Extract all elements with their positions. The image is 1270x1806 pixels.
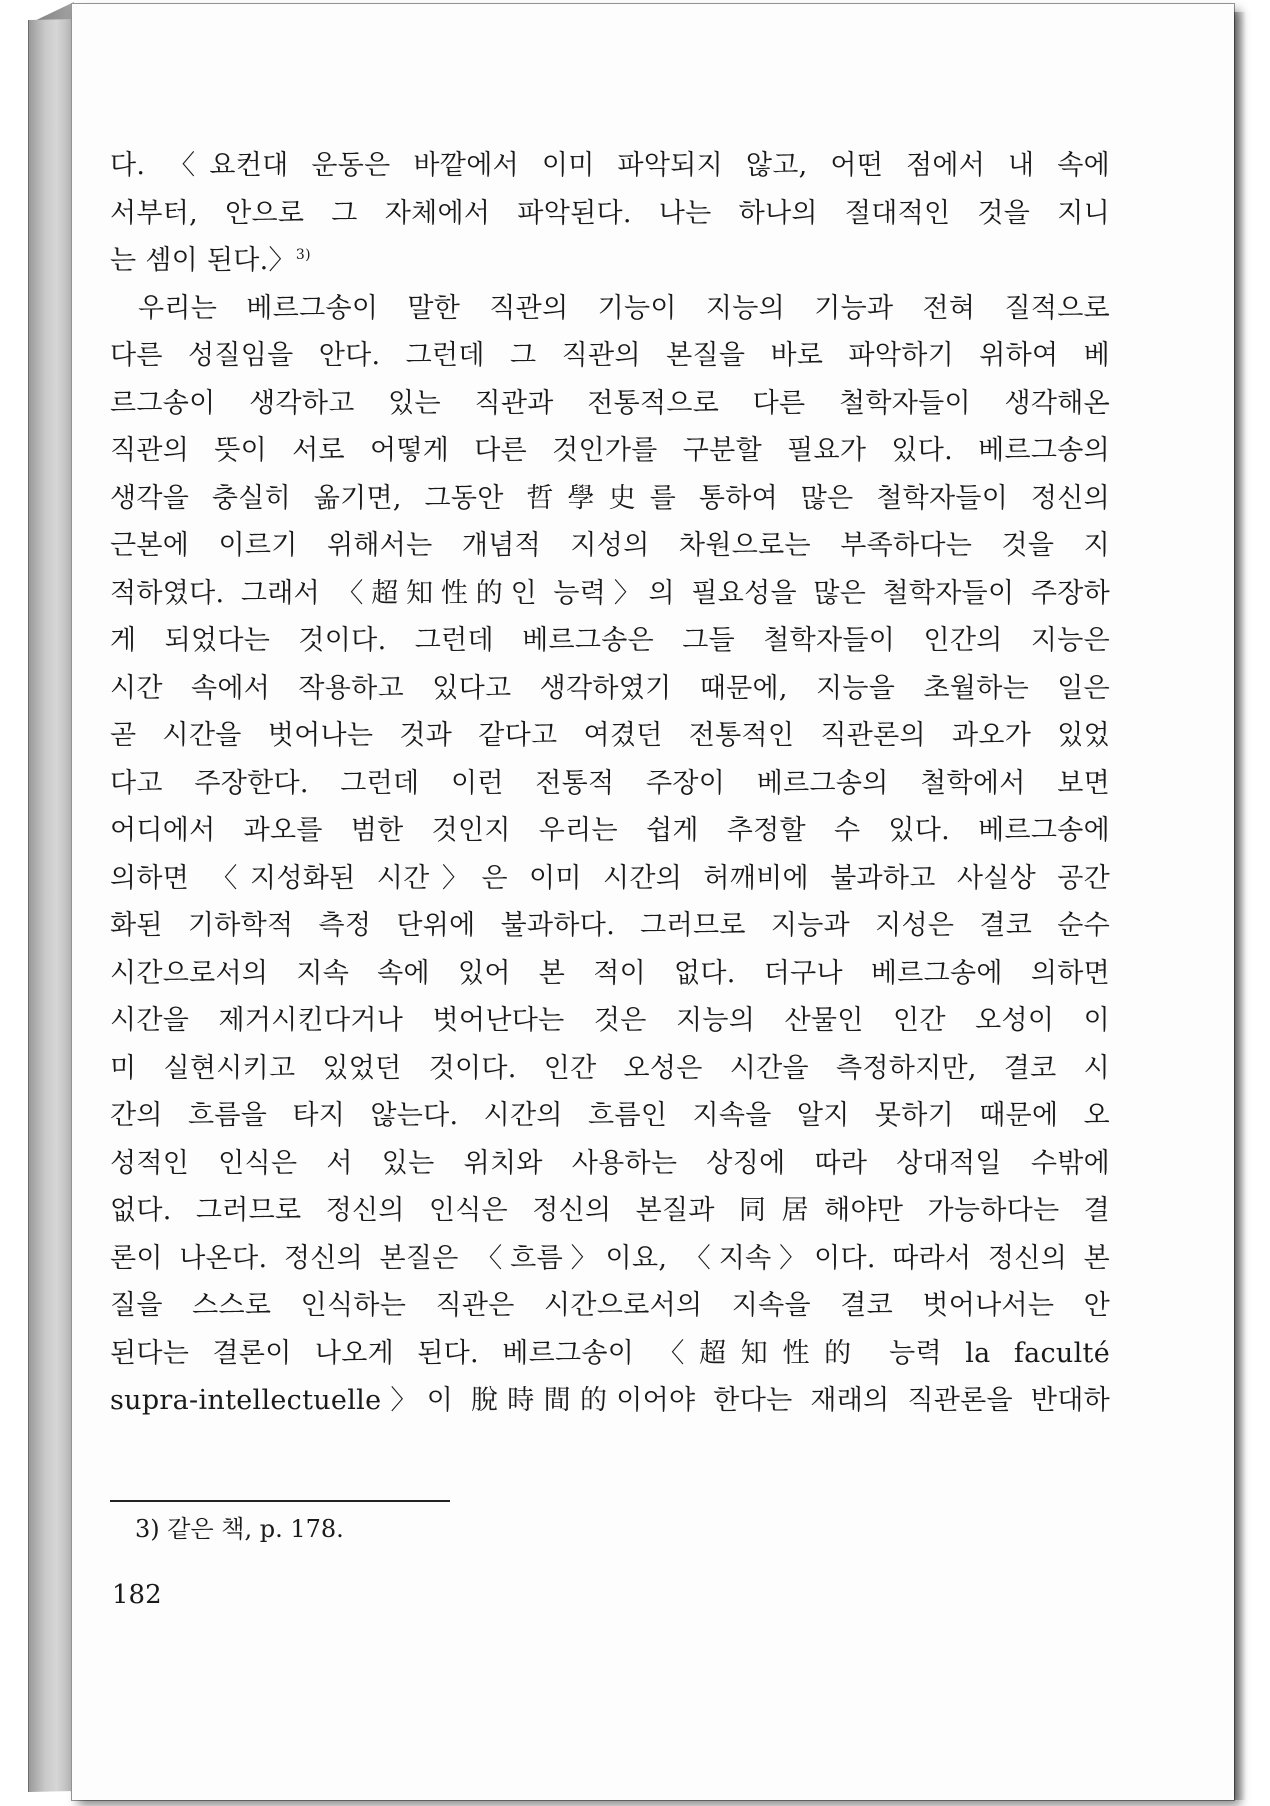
text-line: 서부터, 안으로 그 자체에서 파악된다. 나는 하나의 절대적인 것을 지니 bbox=[110, 197, 1110, 229]
text-line: 직관의 뜻이 서로 어떻게 다른 것인가를 구분할 필요가 있다. 베르그송의 bbox=[110, 435, 1110, 466]
paragraph-first-line: 우리는 베르그송이 말한 직관의 기능이 지능의 기능과 전혀 질적으로 bbox=[138, 292, 1110, 324]
body-text bbox=[110, 142, 1110, 1425]
text-line: 간의 흐름을 타지 않는다. 시간의 흐름인 지속을 알지 못하기 때문에 오 bbox=[110, 1100, 1110, 1131]
text-line: 성적인 인식은 서 있는 위치와 사용하는 상징에 따라 상대적일 수밖에 bbox=[110, 1147, 1110, 1179]
text-line: 적하였다. 그래서 〈超知性的인 능력〉의 필요성을 많은 철학자들이 주장하 bbox=[110, 577, 1110, 609]
text-line: 된다는 결론이 나오게 된다. 베르그송이 〈超知性的 능력 la faculté bbox=[110, 1337, 1110, 1369]
text-line: 근본에 이르기 위해서는 개념적 지성의 차원으로는 부족하다는 것을 지 bbox=[110, 530, 1110, 561]
text-line: 의하면 〈지성화된 시간〉은 이미 시간의 허깨비에 불과하고 사실상 공간 bbox=[110, 862, 1110, 894]
footnote-reference: 3) bbox=[295, 247, 311, 263]
text-line: 시간으로서의 지속 속에 있어 본 적이 없다. 더구나 베르그송에 의하면 bbox=[110, 957, 1110, 989]
text-line: 다. 〈요컨대 운동은 바깥에서 이미 파악되지 않고, 어떤 점에서 내 속에 bbox=[110, 150, 1110, 181]
text-line: 질을 스스로 인식하는 직관은 시간으로서의 지속을 결코 벗어나서는 안 bbox=[110, 1290, 1110, 1321]
page-edge-shadow bbox=[1234, 12, 1246, 1800]
text-line: 시간 속에서 작용하고 있다고 생각하였기 때문에, 지능을 초월하는 일은 bbox=[110, 672, 1110, 704]
page-number: 182 bbox=[112, 1580, 162, 1610]
text-line: 다고 주장한다. 그런데 이런 전통적 주장이 베르그송의 철학에서 보면 bbox=[110, 767, 1110, 799]
text-line: 없다. 그러므로 정신의 인식은 정신의 본질과 同居해야만 가능하다는 결 bbox=[110, 1195, 1110, 1226]
text-line: 생각을 충실히 옮기면, 그동안 哲學史를 통하여 많은 철학자들이 정신의 bbox=[110, 482, 1110, 514]
text-line: 론이 나온다. 정신의 본질은 〈흐름〉이요, 〈지속〉이다. 따라서 정신의 본 bbox=[110, 1242, 1110, 1274]
text-line-with-footnote bbox=[110, 237, 1110, 285]
text-line: supra-intellectuelle〉이 脫時間的이어야 한다는 재래의 직관론을 반대하 bbox=[110, 1385, 1110, 1416]
text-line: 어디에서 과오를 범한 것인지 우리는 쉽게 추정할 수 있다. 베르그송에 bbox=[110, 815, 1110, 846]
text-line: 곧 시간을 벗어나는 것과 같다고 여겼던 전통적인 직관론의 과오가 있었 bbox=[110, 720, 1110, 751]
text-line: 미 실현시키고 있었던 것이다. 인간 오성은 시간을 측정하지만, 결코 시 bbox=[110, 1052, 1110, 1084]
footnote-divider bbox=[110, 1500, 450, 1502]
book-spine bbox=[28, 19, 75, 1792]
text-line: 게 되었다는 것이다. 그런데 베르그송은 그들 철학자들이 인간의 지능은 bbox=[110, 625, 1110, 656]
text-line: 르그송이 생각하고 있는 직관과 전통적으로 다른 철학자들이 생각해온 bbox=[110, 387, 1110, 419]
text-line: 다른 성질임을 안다. 그런데 그 직관의 본질을 바로 파악하기 위하여 베 bbox=[110, 340, 1110, 371]
text-line-content: 는 셈이 된다.〉 bbox=[110, 245, 296, 276]
text-line: 화된 기하학적 측정 단위에 불과하다. 그러므로 지능과 지성은 결코 순수 bbox=[110, 910, 1110, 941]
text-line: 시간을 제거시킨다거나 벗어난다는 것은 지능의 산물인 인간 오성이 이 bbox=[110, 1005, 1110, 1036]
footnote: 3) 같은 책, p. 178. bbox=[135, 1515, 344, 1543]
